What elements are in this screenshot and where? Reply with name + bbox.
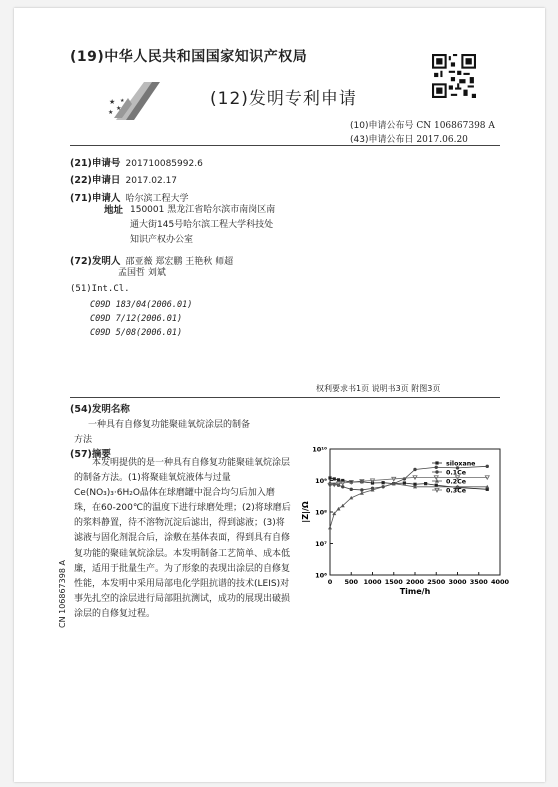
- y-tick-label: 10¹⁰: [312, 445, 327, 454]
- impedance-chart: [284, 441, 516, 601]
- title-line-2: 方法: [74, 435, 93, 445]
- qr-code: [432, 54, 476, 98]
- svg-text:★: ★: [108, 109, 114, 116]
- header-divider: [70, 145, 500, 146]
- x-tick-label: 1000: [363, 578, 382, 586]
- application-number: 201710085992.6: [125, 159, 203, 169]
- data-point: [486, 465, 489, 468]
- publication-date-label: (43)申请公布日: [350, 135, 414, 145]
- svg-text:★: ★: [116, 105, 122, 112]
- publication-number-label: (10)申请公布号: [350, 121, 414, 131]
- application-date: 2017.02.17: [125, 176, 178, 186]
- address-line-3: 知识产权办公室: [130, 235, 194, 245]
- publication-date-row: [350, 132, 468, 145]
- legend-label: 0.3Ce: [446, 487, 467, 495]
- x-tick-label: 0: [327, 578, 333, 586]
- data-point: [424, 482, 427, 485]
- document-type: (12)发明专利申请: [210, 89, 357, 109]
- abstract-text: 本发明提供的是一种具有自修复功能聚硅氧烷涂层的制备方法。(1)将聚硅氧烷液体与过量Ce(NO₃)₃·6H₂O晶体在球磨罐中混合均匀后加入磨珠，在60-200℃的温度下进行球磨处理；(2)将球磨后的浆料静置，待不溶物沉淀后滤出，得到滤液；(3)将滤液与固化剂混合后，涂敷在基体表面，得到具有自修复功能的聚硅氧烷涂层。本发明制备工艺简单、成本低廉，适用于批量生产。为了形象的表现出涂层的自修复性能，本发明中采用局部电化学阻抗谱的技术(LEIS)对事先扎空的涂层进行局部阻抗测试，成功的展现出破损涂层的自修复过程。: [74, 458, 291, 619]
- data-point: [413, 468, 416, 471]
- inventors-line-2: 孟国哲 刘斌: [118, 268, 166, 278]
- y-tick-label: 10⁸: [315, 508, 327, 517]
- data-point: [435, 484, 438, 487]
- abstract-body: [74, 456, 292, 622]
- legend-label: 0.1Ce: [446, 469, 467, 477]
- svg-text:★: ★: [120, 98, 125, 104]
- inventors-line-1: 邵亚薇 郑宏鹏 王艳秋 师超: [125, 257, 234, 267]
- x-tick-label: 2000: [405, 578, 425, 586]
- y-axis-label: |Z|/Ω: [301, 501, 310, 523]
- cnipa-logo: [106, 80, 162, 124]
- applicant-label: (71)申请人: [70, 193, 121, 204]
- legend-label: siloxane: [446, 460, 476, 468]
- data-point: [435, 466, 438, 469]
- address-label: 地址: [104, 205, 124, 216]
- data-point: [382, 481, 385, 484]
- data-point: [435, 461, 438, 464]
- x-tick-label: 4000: [490, 578, 510, 586]
- title-line-1: 一种具有自修复功能聚硅氧烷涂层的制备: [88, 420, 251, 430]
- data-point: [337, 478, 340, 481]
- x-tick-label: 3500: [469, 578, 488, 586]
- address-line-1: 150001 黑龙江省哈尔滨市南岗区南: [130, 205, 276, 215]
- data-point: [350, 488, 353, 491]
- data-point: [403, 481, 406, 484]
- application-date-label: (22)申请日: [70, 175, 121, 186]
- svg-text:★: ★: [109, 98, 116, 106]
- pages-summary: 权利要求书1页 说明书3页 附图3页: [316, 384, 441, 393]
- title-label: (54)发明名称: [70, 404, 130, 415]
- data-point: [435, 470, 438, 473]
- pages-divider: [70, 397, 500, 398]
- side-publication-number: CN 106867398 A: [58, 560, 67, 628]
- address-line-2: 通大街145号哈尔滨工程大学科技处: [130, 220, 274, 230]
- y-tick-label: 10⁶: [315, 571, 327, 580]
- publication-date: 2017.06.20: [416, 135, 468, 145]
- application-number-label: (21)申请号: [70, 158, 121, 169]
- ipc-item-3: C09D 5/08(2006.01): [90, 328, 183, 338]
- x-tick-label: 3000: [448, 578, 467, 586]
- y-tick-label: 10⁹: [315, 477, 327, 485]
- data-point: [328, 526, 332, 530]
- office-header: (19)中华人民共和国国家知识产权局: [70, 49, 308, 65]
- patent-page: [14, 8, 545, 782]
- legend-label: 0.2Ce: [446, 478, 467, 486]
- application-date-row: [70, 168, 177, 187]
- x-tick-label: 2500: [427, 578, 446, 586]
- publication-number: CN 106867398 A: [416, 121, 495, 131]
- data-point: [333, 477, 336, 480]
- data-point: [328, 476, 331, 479]
- inventors-label: (72)发明人: [70, 256, 121, 267]
- x-tick-label: 500: [344, 578, 359, 586]
- ipc-label: (51)Int.Cl.: [70, 284, 130, 294]
- abstract-label: (57)摘要: [70, 449, 111, 460]
- x-tick-label: 1500: [384, 578, 403, 586]
- ipc-item-2: C09D 7/12(2006.01): [90, 314, 183, 324]
- applicant-name: 哈尔滨工程大学: [125, 194, 189, 204]
- ipc-item-1: C09D 183/04(2006.01): [90, 300, 193, 310]
- publication-number-row: [350, 118, 495, 131]
- y-tick-label: 10⁷: [315, 540, 327, 548]
- x-axis-label: Time/h: [399, 587, 431, 596]
